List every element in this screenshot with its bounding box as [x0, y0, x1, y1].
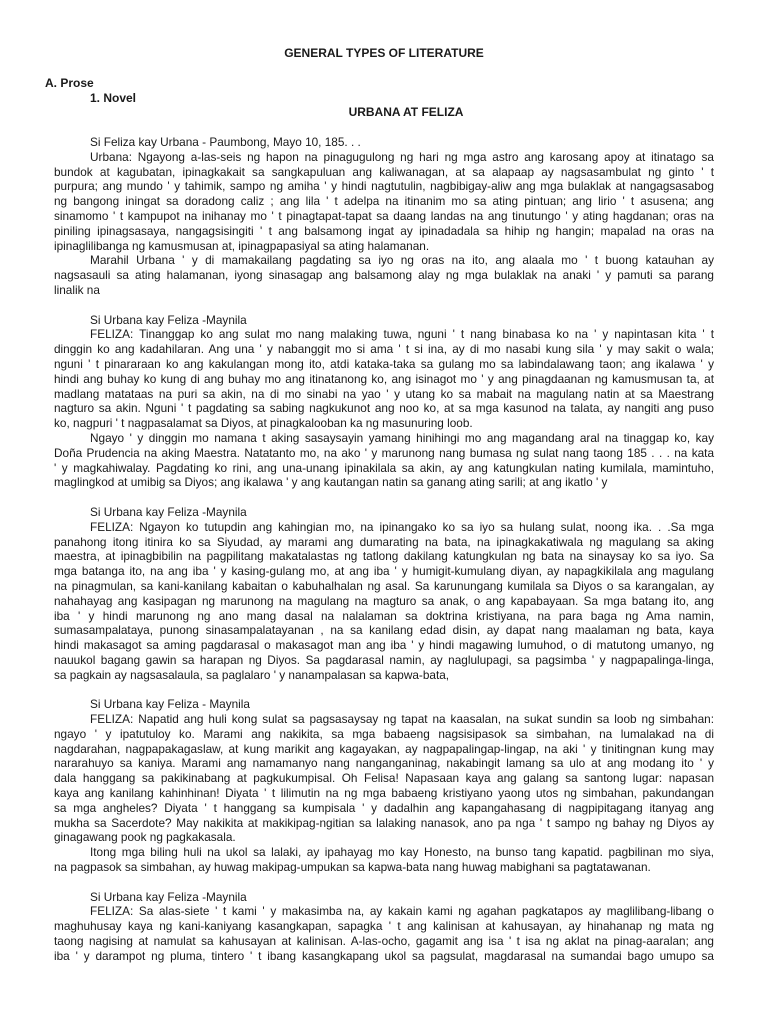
- text-line: hindi makasagot sa aming pagdarasal o makasagot man ang iba ' y hindi magawing lumuhod, o di matutong umanyo, ng: [54, 638, 714, 653]
- work-title: URBANA AT FELIZA: [348, 105, 464, 119]
- text-line: linalik na: [54, 282, 100, 297]
- text-line: purpura; ang mundo ' y tahimik, sampo ng amiha ' y hindi nagtutulin, nagbibigay-aliw ang mga bulaklak at nangagsasabog: [54, 179, 714, 194]
- text-line: Doña Prudencia na aking Maestra. Natatanto mo, na ako ' y marunong nang bumasa ng sulat nang taong 185 . . . na kata: [54, 445, 714, 460]
- text-line: maglingkod at umibig sa Diyos; ang ikalawa ' y ang kautangan natin sa ganang ating sarili; at ang ikatlo ' y: [54, 475, 608, 490]
- text-line: nagturo sa akin. Nguni ' t pagdating sa sabing nagkukunot ang noo ko, at sa mga kasunod na talata, ay nangiti ang puso: [54, 401, 714, 416]
- blank-line: [54, 682, 714, 697]
- text-line: FELIZA: Tinanggap ko ang sulat mo nang malaking tuwa, nguni ' t nang binabasa ko na ' y napintasan kita ' t: [90, 327, 714, 342]
- text-line: nagdarahan, nagpapakagaslaw, at kung marikit ang kagayakan, ay nagpapalingap-lingap, na aki ' y tinitingnan kung may: [54, 741, 714, 756]
- text-line: nauukol bagang gawin sa harapan ng Diyos. Sa pagdarasal namin, ay naglulupagi, sa pagsimba ' y nagpapalinga-linga,: [54, 652, 714, 667]
- text-line: FELIZA: Ngayon ko tutupdin ang kahingian mo, na ipinangako ko sa iyo sa hulang sulat, noong ika. . .Sa mga: [90, 519, 714, 534]
- text-line: dala hanggang sa pakikinabang at pagkukumpisal. Oh Felisa! Napasaan kaya ang galang sa santong lugar: napasan: [54, 771, 714, 786]
- text-line: Itong mga biling huli na ukol sa lalaki, ay ipahayag mo kay Honesto, na bunso tang kapatid. pagbilinan mo siya,: [90, 845, 714, 860]
- text-line: nguni ' t pinararaan ko ang kakulangan mong ito, atdi kataka-taka sa gulang mo sa labindalawang taon; ang ikalawa ' y: [54, 356, 714, 371]
- text-line: maestra, at ipinagbibilin na pagpilitang makatalastas ng tatlong dakilang katungkulan ng bata na sinaysay ko sa iyo. Sa: [54, 549, 714, 564]
- text-line: nagsasauli sa ating halamanan, iyong sinasagap ang balsamong alay ng mga bulaklak na anaki ' y pamuti sa parang: [54, 268, 714, 283]
- letter: [54, 890, 714, 964]
- text-line: dinggin ko ang kadahilaran. Ang una ' y nabanggit mo si ama ' t si ina, ay di mo nasabi kung sila ' y may sakit o wala;: [54, 342, 714, 357]
- paragraph: [54, 253, 714, 297]
- text-line: taong nagising at namulat sa kahusayan at kalinisan. A-las-ocho, gagamit ang isa ' t isa ng aklat na pinag-aaralan; ang: [54, 934, 714, 949]
- letter-heading: Si Urbana kay Feliza - Maynila: [90, 697, 250, 712]
- paragraph: [54, 520, 714, 683]
- letter: [54, 135, 714, 298]
- text-line: maghuhusay kaya ng kani-kaniyang kasangkapan, sapagka ' t ang kalinisan at kahusayan, ay hinahanap ng mata ng: [54, 919, 714, 934]
- letter-heading: Si Urbana kay Feliza -Maynila: [90, 312, 247, 327]
- text-line: sa mga angheles? Diyata ' t hanggang sa kumpisala ' y dadalhin ang kapangahasang di nagpipitagang itanyag ang: [54, 800, 714, 815]
- text-line: FELIZA: Sa alas-siete ' t kami ' y makasimba na, ay kakain kami ng agahan pagkatapos ay maglilibang-libang o: [90, 904, 714, 919]
- letter: [54, 313, 714, 491]
- section-heading: A. Prose: [45, 76, 94, 90]
- text-line: mukha sa Sacerdote? May nakikita at makikipag-ngitian sa lalaking nanasok, ano pa nga ' t sampo ng bahay ng Diyos ay: [54, 815, 714, 830]
- text-line: na pinagmulan, sa kani-kanilang kabaitan o kabuhalhalan ng asal. Sa karunungang kumilala sa Diyos o sa karangalan, ay: [54, 578, 714, 593]
- text-line: na pagpasok sa simbahan, ay huwag makipag-umpukan sa kapwa-bata nang huwag mabighani sa pagtatawanan.: [54, 860, 651, 875]
- paragraph: [54, 845, 714, 875]
- text-line: ginagawang pook ng pagkakasala.: [54, 830, 236, 845]
- text-line: hindi ang buhay ko kung di ang buhay mo ang itinatanong ko, ang isinagot mo ' y ang pinagdaanan ng kamusmusan ta, at: [54, 371, 714, 386]
- text-line: FELIZA: Napatid ang huli kong sulat sa pagsasaysay ng tapat na kaasalan, na sukat sundin sa loob ng simbahan:: [90, 712, 714, 727]
- blank-line: [54, 875, 714, 890]
- text-line: mga batanga ito, na ang iba ' y kasing-gulang mo, at ang iba ' y humigit-kumulang diyan, ay napagkikilala ang magulang: [54, 564, 714, 579]
- paragraph: [54, 712, 714, 845]
- text-line: ng bangong iningat sa doradong caliz ; ang lila ' t adelpa na itinanim mo sa ating pintuan; ang lirio ' t asusena; ang: [54, 194, 714, 209]
- text-line: Urbana: Ngayong a-las-seis ng hapon na pinagugulong ng hari ng mga astro ang karosang apoy at itinatago sa: [90, 149, 714, 164]
- text-line: iba ' y hindi marunong ng ano mang dasal na nalalaman sa doktrina kristiyana, na para baga ng Ama namin,: [54, 608, 714, 623]
- letter: [54, 505, 714, 683]
- text-line: piniling ipinagsasaya, nangagsisingiti ' t ang balsamong ingat ay ipinadadala sa hihip ng hangin; mapalad na oras na: [54, 223, 714, 238]
- text-line: ipinaglilibanga ng kamusmusan at, ipinagpapasiyal sa ating halamanan.: [54, 238, 430, 253]
- blank-line: [54, 490, 714, 505]
- text-line: iba ' y darampot ng pluma, tintero ' t ibang kasangkapang ukol sa pagsulat, magdarasal na sumandai bago umupo sa: [54, 948, 714, 963]
- text-line: ngayo ' y ipatutuloy ko. Marami ang nakikita, sa mga babaeng nagsisipasok sa simbahan, na lumalakad na di: [54, 726, 714, 741]
- text-line: ' y magkahiwalay. Pagdating ko rini, ang una-unang ipinakilala sa akin, ay ang katungkulan nating kumilala, mamintuho,: [54, 460, 714, 475]
- text-line: sa pagkain ay nagsasalaula, sa paglalaro ' y nanampalasan sa kapwa-bata,: [54, 667, 450, 682]
- text-line: bundok at kagubatan, ipinagkakait sa sangkapuluan ang kaliwanagan, at sa alapaap ay nagsasambulat ng ginto ' t: [54, 164, 714, 179]
- paragraph: [54, 150, 714, 254]
- letter-heading: Si Urbana kay Feliza -Maynila: [90, 889, 247, 904]
- text-line: kaya ang kanilang kahinhinan! Diyata ' t lilimutin na ng mga babaeng kristiyano yaong utos ng simbahan, pakundangan: [54, 786, 714, 801]
- paragraph: [54, 904, 714, 963]
- paragraph: [54, 327, 714, 431]
- document-body: [54, 135, 714, 964]
- text-line: ko, nagpuri ' t nagpasalamat sa Diyos, at pinagkalooban ka ng masunuring loob.: [54, 416, 473, 431]
- letter-heading: Si Feliza kay Urbana - Paumbong, Mayo 10, 185. . .: [90, 135, 361, 149]
- text-line: Marahil Urbana ' y di mamakailang pagdating sa iyo ng oras na ito, ang alaala mo ' t buong katauhan ay: [90, 253, 714, 268]
- text-line: panahong itong itinira ko sa Siyudad, ay marami ang dumarating na bata, na ipinagkakatiwala ng magulang sa aking: [54, 534, 714, 549]
- document-title: GENERAL TYPES OF LITERATURE: [284, 46, 484, 60]
- text-line: sumasampalataya, punong sinasampalatayanan , na sa kanilang edad disin, ay dapat nang maalaman ng bata, kaya: [54, 623, 714, 638]
- subsection-heading: 1. Novel: [90, 91, 137, 105]
- text-line: sinamomo ' t kampupot na inihanay mo ' t pinagtapat-tapat sa daang landas na ang tinutungo ' y ating hagdanan; oras na: [54, 208, 714, 223]
- text-line: nararahuyo sa kaniya. Marami ang namamanyo nang nanganganinag, nakabingit lamang sa ulo at ang modang ito ' y: [54, 756, 714, 771]
- text-line: madlang matataas na puri sa akin, na di mo sinabi na yao ' y utang ko sa mabait na magulang natin at sa Maestrang: [54, 386, 714, 401]
- paragraph: [54, 431, 714, 490]
- blank-line: [54, 298, 714, 313]
- text-line: Ngayo ' y dinggin mo namana t aking sasaysayin yamang hinihingi mo ang magandang aral na tinaggap ko, kay: [90, 430, 714, 445]
- letter-heading: Si Urbana kay Feliza -Maynila: [90, 504, 247, 519]
- letter: [54, 697, 714, 875]
- text-line: nahahayag ang kasipagan ng marunong na magulang na magturo sa anak, o ang kapabayaan. Sa mga batang ito, ang: [54, 593, 714, 608]
